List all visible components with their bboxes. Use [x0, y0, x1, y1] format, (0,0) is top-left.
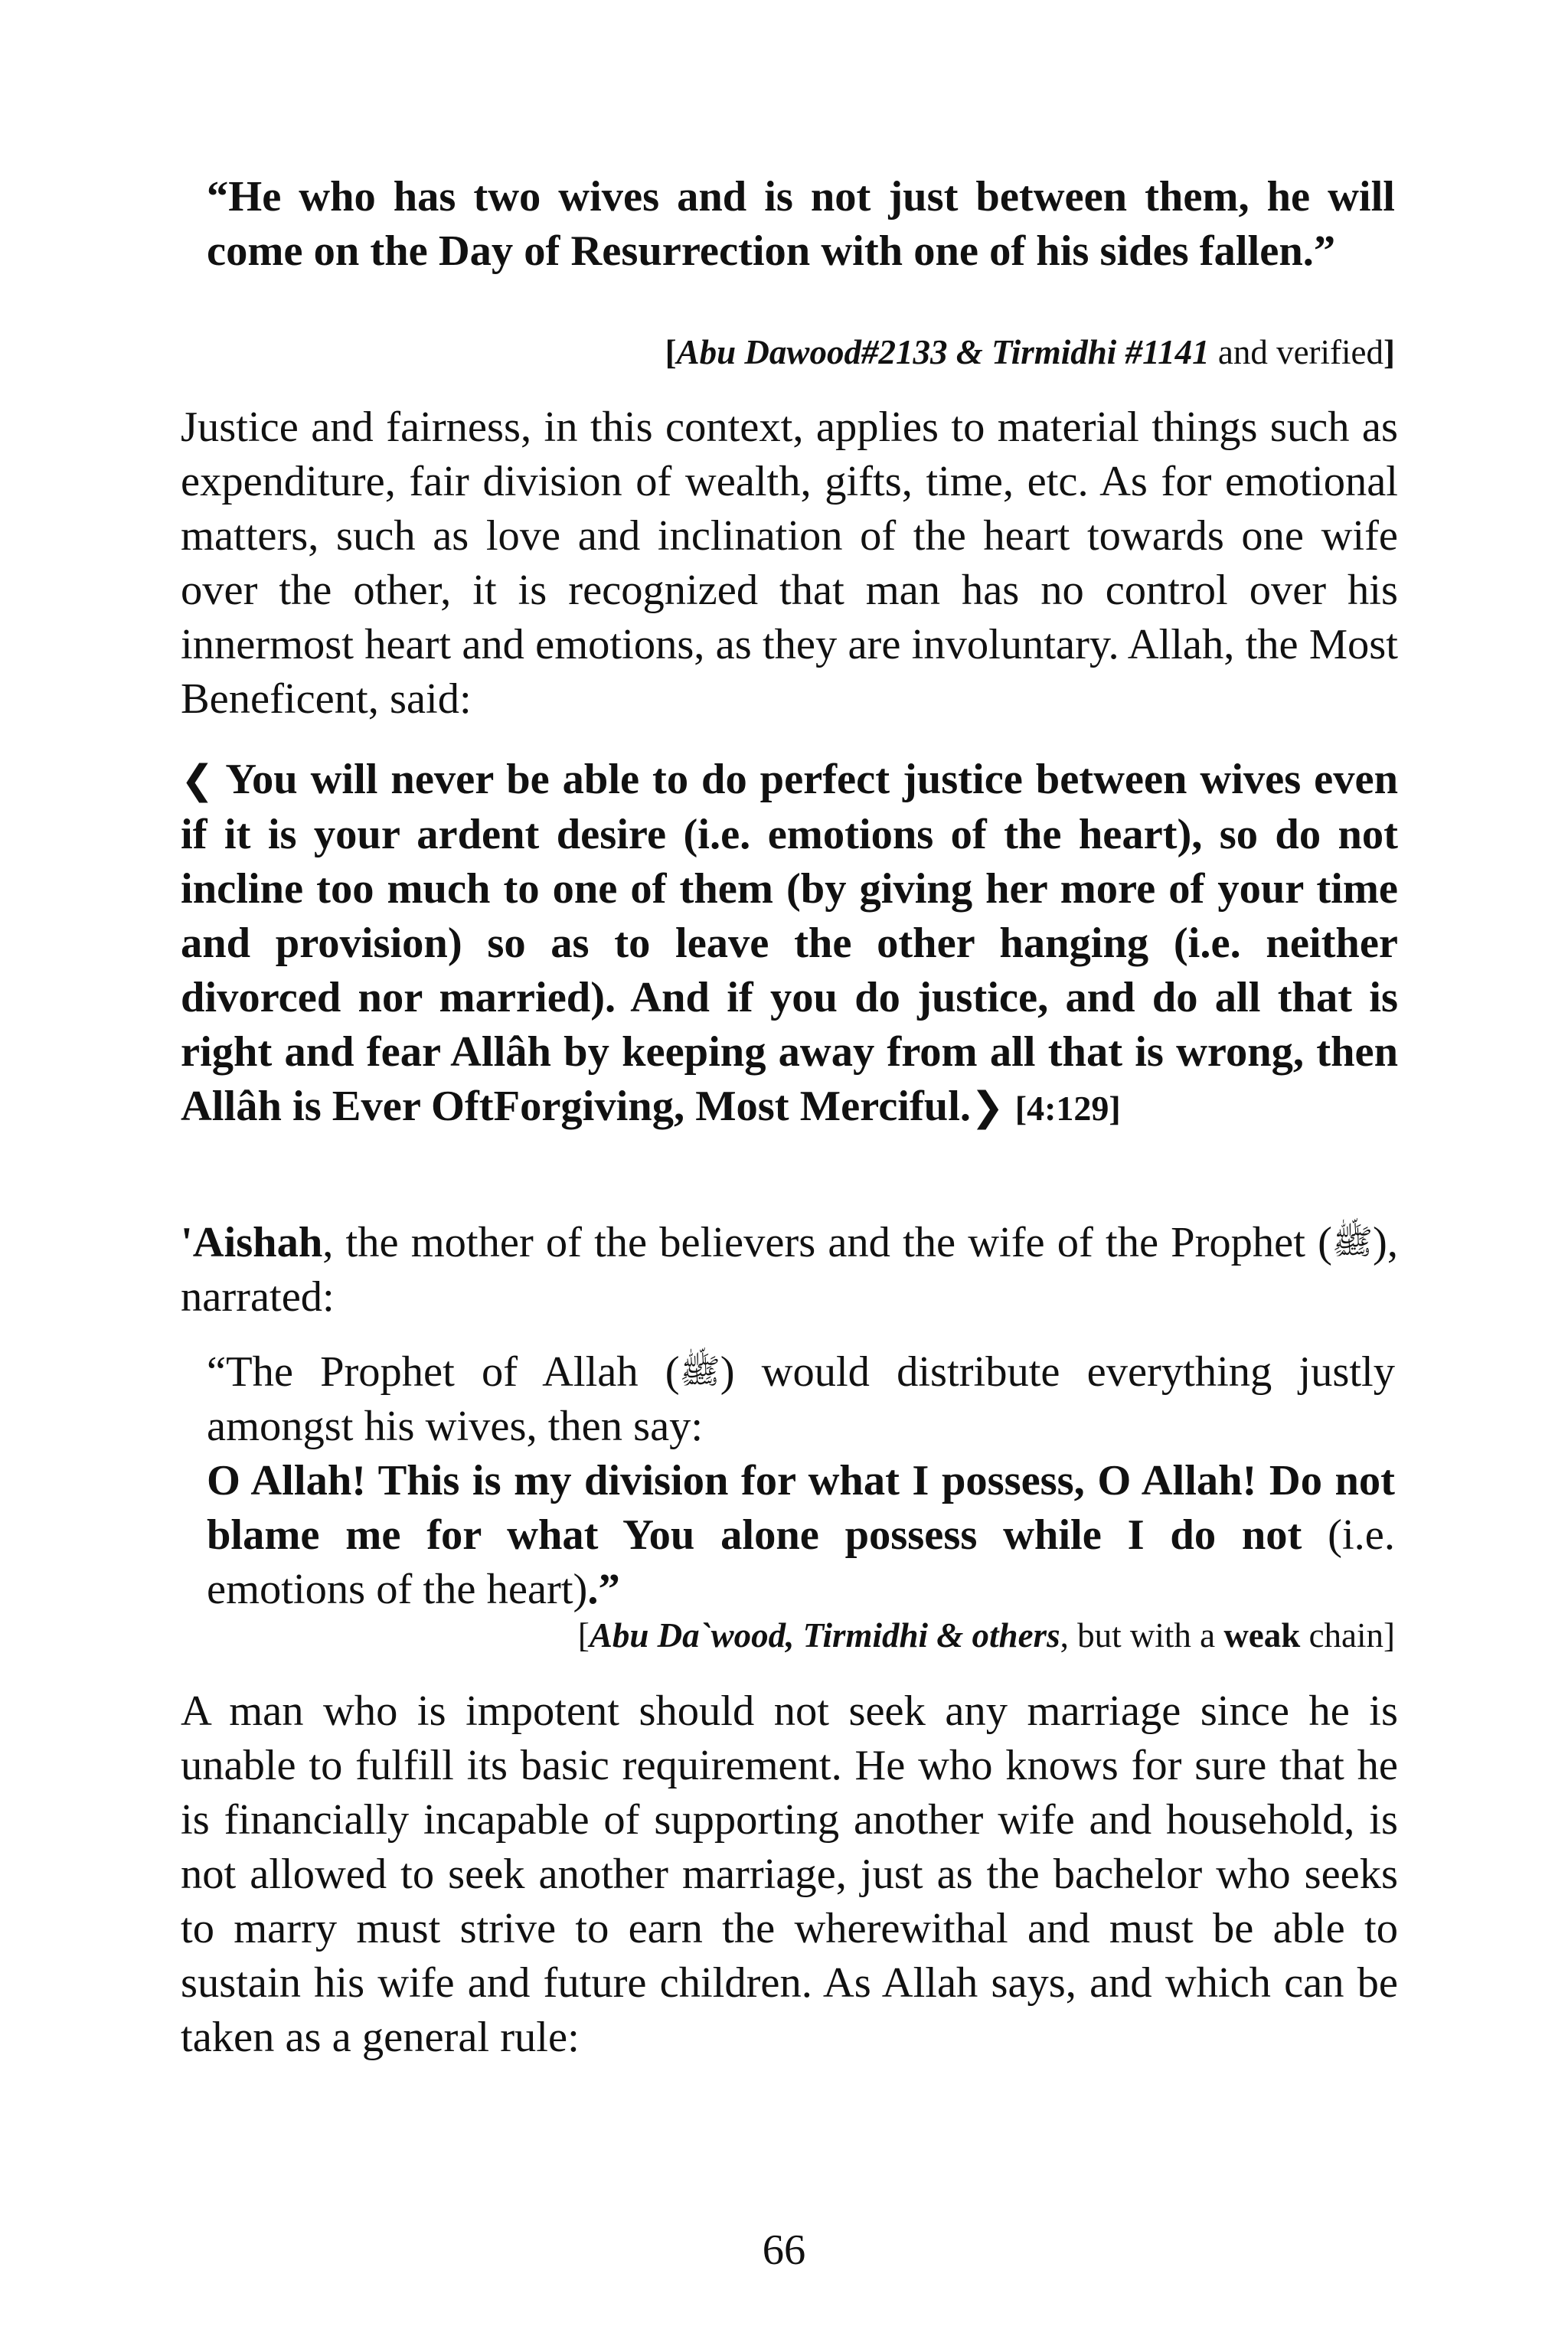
- hadith-quote-2: [207, 1344, 1395, 1617]
- citation-source: Abu Dawood#2133 & Tirmidhi #1141: [676, 333, 1210, 371]
- supplication-explanation: (i.e. emotions of the heart): [207, 1511, 1395, 1613]
- citation-middle: , but with a: [1060, 1616, 1224, 1655]
- hadith-citation-2: [207, 1614, 1395, 1657]
- narration-intro: [181, 1215, 1398, 1325]
- pbuh-symbol-icon: ﷺ: [679, 1353, 720, 1390]
- citation-source: Abu Da`wood, Tirmidhi & others: [589, 1616, 1060, 1655]
- citation-note: and verified: [1209, 333, 1383, 371]
- citation-open-bracket: [: [665, 333, 677, 371]
- narration-intro-text: , the mother of the believers and the wife of the Prophet (: [322, 1219, 1332, 1266]
- citation-close-bracket: ]: [1383, 333, 1395, 371]
- citation-emphasis: weak: [1223, 1616, 1301, 1655]
- body-paragraph: Justice and fairness, in this context, applies to material things such as expenditure, fair division of wealth, gifts, time, etc. As for emotional matters, such as love and inclination of the heart towards one wife over the other, it is recognized that man has no control over his innermost heart and emotions, as they are involuntary. Allah, the Most Beneficent, said:: [181, 403, 1398, 723]
- quran-verse-text: You will never be able to do perfect justice between wives even if it is your ardent desire (i.e. emotions of the heart), so do not incline too much to one of them (by giving her more of your time and provision) so as to leave the other hanging (i.e. neither divorced nor married). And if you do justice, and do all that is right and fear Allâh by keeping away from all that is wrong, then Allâh is Ever OftForgiving, Most Merciful.: [181, 756, 1398, 1130]
- supplication-text: O Allah! This is my division for what I possess, O Allah! Do not blame me for what You alone possess while I do not: [207, 1457, 1395, 1559]
- pbuh-symbol-icon: ﷺ: [1331, 1223, 1374, 1261]
- citation-end: chain]: [1300, 1616, 1395, 1655]
- quran-verse: [181, 753, 1398, 1135]
- page-number: 66: [762, 2226, 806, 2274]
- hadith2-intro: “The Prophet of Allah (: [207, 1348, 680, 1396]
- hadith-citation: [207, 331, 1395, 374]
- narration-intro-end: ), narrated:: [181, 1219, 1398, 1321]
- closing-quote: .”: [587, 1566, 620, 1613]
- citation-open-bracket: [: [577, 1616, 590, 1655]
- hadith-quote: “He who has two wives and is not just between them, he will come on the Day of Resurrection with one of his sides fallen.”: [207, 173, 1395, 275]
- quran-reference: [4:129]: [1014, 1089, 1121, 1128]
- narrator-name: 'Aishah: [181, 1219, 323, 1266]
- ornate-open-bracket-icon: ❮: [181, 759, 214, 802]
- ornate-close-bracket-icon: ❯: [971, 1086, 1004, 1129]
- body-paragraph-2: A man who is impotent should not seek any marriage since he is unable to fulfill its basic requirement. He who knows for sure that he is financially incapable of supporting another wife and household, is not allowed to seek another marriage, just as the bachelor who seeks to marry must strive to earn the wherewithal and must be able to sustain his wife and future children. As Allah says, and which can be taken as a general rule:: [181, 1687, 1398, 2061]
- hadith2-intro-end: ) would distribute everything justly amongst his wives, then say:: [207, 1348, 1395, 1450]
